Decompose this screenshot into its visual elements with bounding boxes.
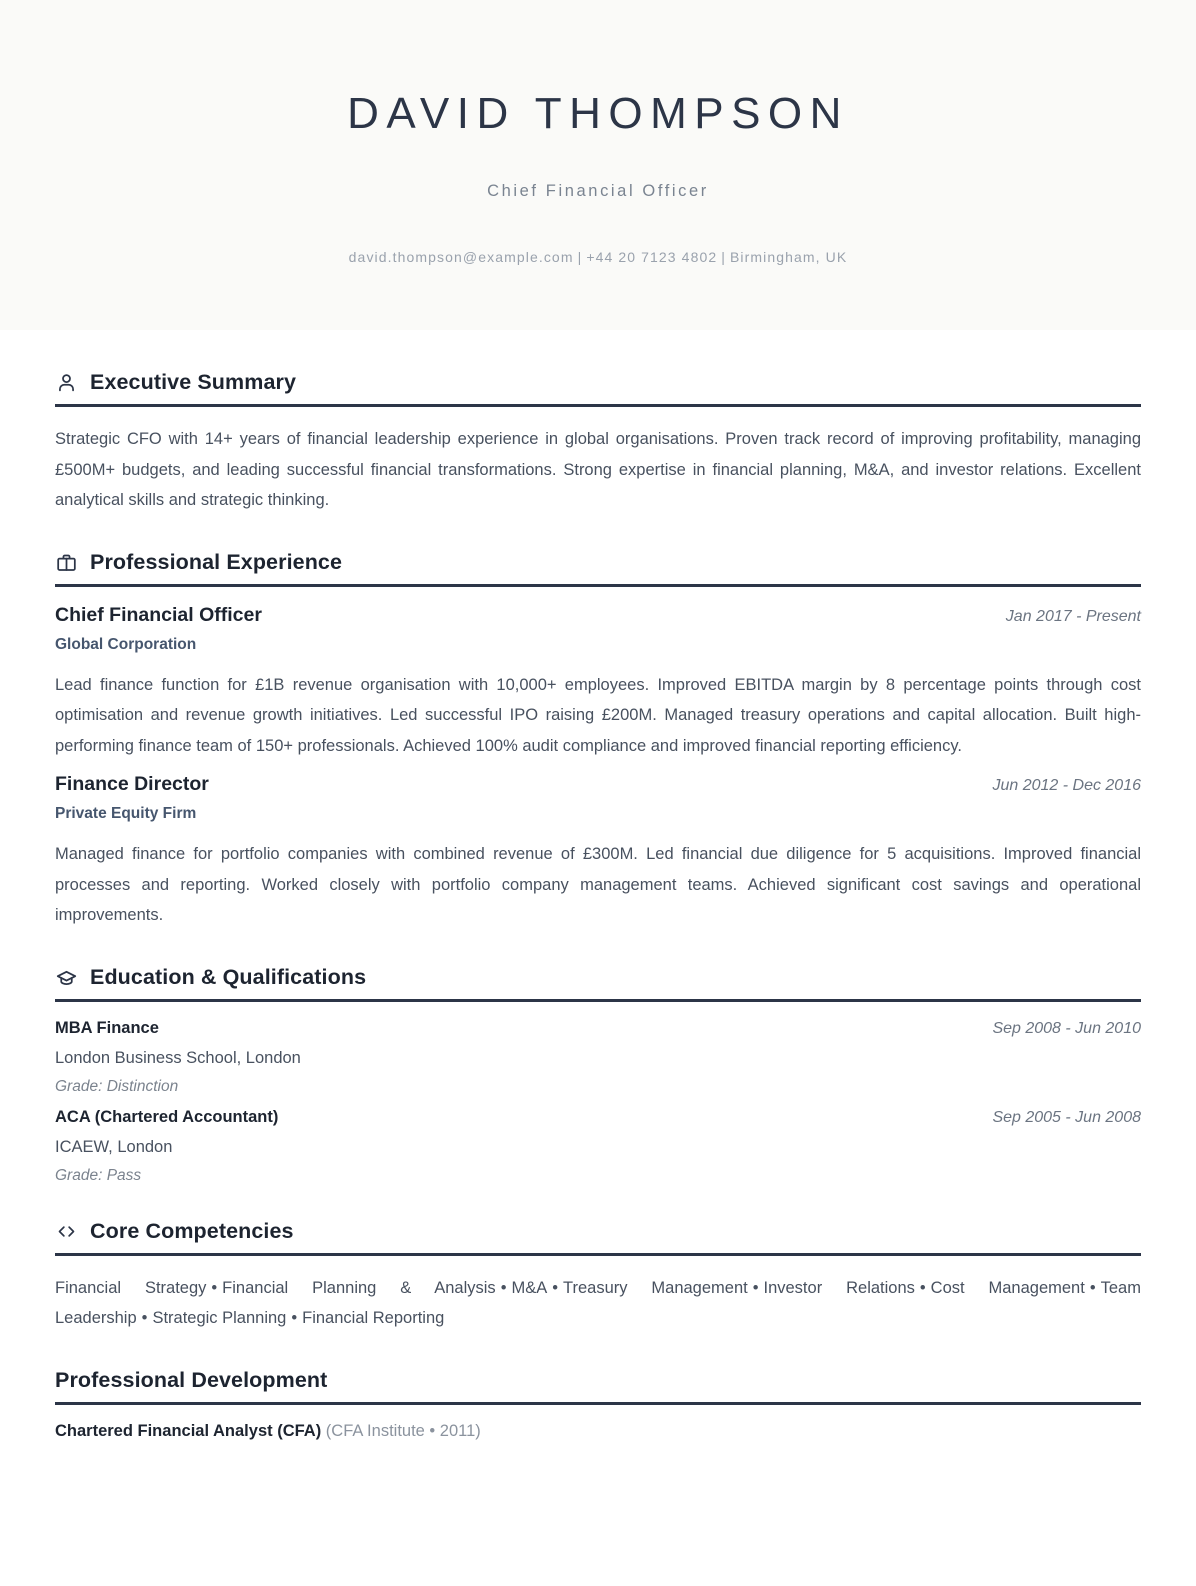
- education-degree: MBA Finance: [55, 1018, 159, 1037]
- competency-item: Financial Planning & Analysis: [222, 1278, 496, 1297]
- experience-job-title: Finance Director: [55, 773, 209, 796]
- competency-separator: •: [752, 1278, 759, 1297]
- competency-item: Strategic Planning: [152, 1309, 287, 1328]
- certification-entry: [55, 1422, 1141, 1441]
- person-icon: [55, 372, 77, 394]
- resume-body: [0, 370, 1196, 1441]
- section-title-development: Professional Development: [55, 1367, 328, 1392]
- section-header-experience: [55, 550, 1141, 584]
- section-title-education: Education & Qualifications: [90, 964, 367, 989]
- resume-header: [0, 0, 1196, 330]
- experience-entry: [55, 604, 1141, 762]
- section-content-development: [55, 1405, 1141, 1441]
- summary-text: Strategic CFO with 14+ years of financial leadership experience in global organisations. Proven track record of improving profitability, managing £500M+ budgets, and leading successful financial transformations. Strong expertise in financial planning, M&A, and investor relations. Excellent analytical skills and strategic thinking.: [55, 430, 1141, 510]
- contact-phone[interactable]: +44 20 7123 4802: [586, 249, 718, 266]
- section-title-experience: Professional Experience: [90, 549, 343, 574]
- contact-line: [60, 249, 1136, 265]
- competency-item: Financial Strategy: [55, 1278, 207, 1297]
- certification-meta: (CFA Institute • 2011): [325, 1421, 481, 1440]
- section-education: [55, 965, 1141, 1185]
- competency-item: M&A: [511, 1278, 548, 1297]
- education-grade: Grade: Pass: [55, 1166, 142, 1184]
- competency-separator: •: [141, 1309, 148, 1328]
- section-title-summary: Executive Summary: [90, 370, 297, 394]
- competency-item: Investor Relations: [763, 1278, 915, 1297]
- experience-description: Managed finance for portfolio companies with combined revenue of £300M. Led financial due diligence for 5 acquisitions. Improved financial processes and reporting. Worked closely with portfolio company management teams. Achieved significant cost savings and operational improvements.: [55, 845, 1141, 925]
- education-degree: ACA (Chartered Accountant): [55, 1107, 279, 1126]
- education-grade: Grade: Distinction: [55, 1077, 179, 1095]
- experience-company: Private Equity Firm: [55, 805, 197, 823]
- competency-separator: •: [919, 1278, 926, 1297]
- contact-location: Birmingham, UK: [729, 249, 848, 266]
- briefcase-icon: [55, 551, 77, 573]
- competency-item: Cost Management: [930, 1278, 1085, 1297]
- experience-entry: [55, 773, 1141, 931]
- section-professional-development: [55, 1368, 1141, 1441]
- competency-separator: •: [552, 1278, 559, 1297]
- competency-item: Treasury Management: [563, 1278, 748, 1297]
- education-date-range: Sep 2008 - Jun 2010: [992, 1019, 1141, 1037]
- section-header-summary: [55, 370, 1141, 404]
- graduation-cap-icon: [55, 966, 77, 988]
- contact-separator-1: |: [577, 249, 583, 266]
- section-content-summary: [55, 407, 1141, 516]
- section-header-education: [55, 965, 1141, 999]
- education-entry: [55, 1108, 1141, 1185]
- candidate-job-title: Chief Financial Officer: [487, 182, 709, 201]
- experience-entry-header: [55, 604, 1141, 627]
- competencies-list: [55, 1273, 1141, 1334]
- section-core-competencies: [55, 1219, 1141, 1334]
- education-date-range: Sep 2005 - Jun 2008: [992, 1108, 1141, 1126]
- certification-name: Chartered Financial Analyst (CFA): [55, 1421, 322, 1440]
- section-professional-experience: [55, 550, 1141, 931]
- experience-company: Global Corporation: [55, 635, 197, 653]
- contact-separator-2: |: [721, 249, 726, 266]
- education-entry: [55, 1019, 1141, 1096]
- section-header-development: [55, 1368, 1141, 1402]
- section-content-competencies: [55, 1256, 1141, 1334]
- competency-item: Team Leadership: [55, 1278, 1141, 1328]
- section-executive-summary: [55, 370, 1141, 516]
- contact-email[interactable]: david.thompson@example.com: [348, 249, 574, 266]
- competency-separator: •: [291, 1309, 298, 1328]
- section-content-experience: [55, 587, 1141, 931]
- experience-job-title: Chief Financial Officer: [55, 603, 262, 626]
- section-content-education: [55, 1002, 1141, 1185]
- education-entry-header: [55, 1108, 1141, 1127]
- education-institution: ICAEW, London: [55, 1137, 173, 1156]
- experience-description: Lead finance function for £1B revenue organisation with 10,000+ employees. Improved EBITDA margin by 8 percentage points through cost optimisation and revenue growth initiatives. Led successful IPO raising £200M. Managed treasury operations and capital allocation. Built high-performing finance team of 150+ professionals. Achieved 100% audit compliance and improved financial reporting efficiency.: [55, 675, 1141, 755]
- education-entry-header: [55, 1019, 1141, 1038]
- experience-entry-header: [55, 773, 1141, 796]
- candidate-name: DAVID THOMPSON: [347, 89, 849, 138]
- competency-separator: •: [211, 1278, 218, 1297]
- education-institution: London Business School, London: [55, 1048, 301, 1067]
- section-title-competencies: Core Competencies: [90, 1218, 294, 1243]
- competency-separator: •: [1089, 1278, 1096, 1297]
- code-brackets-icon: [55, 1220, 77, 1242]
- section-header-competencies: [55, 1219, 1141, 1253]
- experience-date-range: Jun 2012 - Dec 2016: [992, 777, 1141, 795]
- competency-separator: •: [500, 1278, 507, 1297]
- competency-item: Financial Reporting: [302, 1309, 445, 1328]
- experience-date-range: Jan 2017 - Present: [1005, 607, 1141, 625]
